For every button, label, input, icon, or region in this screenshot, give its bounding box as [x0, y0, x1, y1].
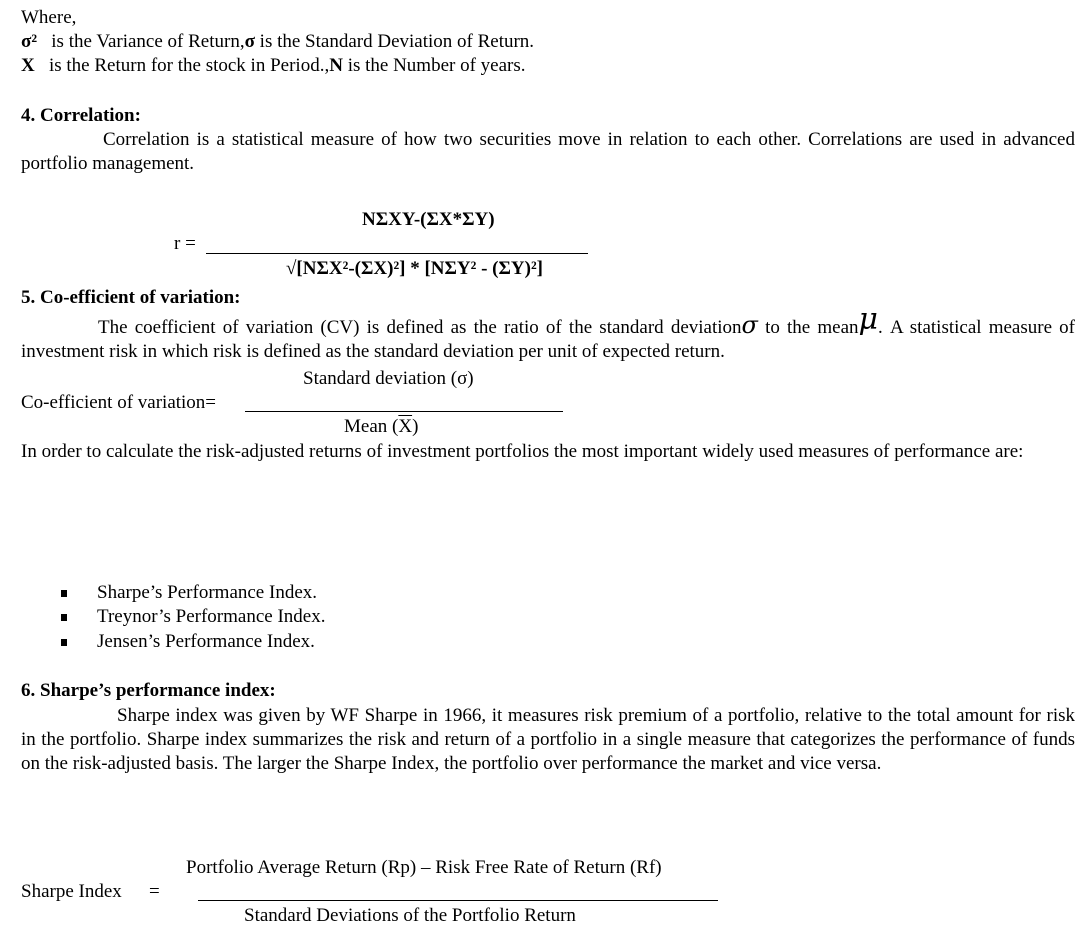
cov-fraction-bar	[245, 411, 563, 412]
n-desc: is the Number of years.	[347, 55, 526, 76]
correlation-paragraph: Correlation is a statistical measure of how two securities move in relation to each other. Correlations are used in advanced portfolio management.	[21, 129, 1075, 174]
sharpe-paragraph: Sharpe index was given by WF Sharpe in 1966, it measures risk premium of a portfolio, relative to the total amount for risk in the portfolio. Sharpe index summarizes the risk and return of a portfolio in a single measure that categorizes the performance of funds on the risk-adjusted basis. The larger the Sharpe Index, the portfolio over performance the market and vice versa.	[21, 705, 1075, 774]
variance-desc: is the Variance of Return,	[51, 31, 245, 52]
cov-para-part3: . A statistical measure of investment risk in which risk is defined as the standard deviation per unit of expected return.	[21, 317, 1076, 362]
cov-para-part2: to the mean	[757, 317, 859, 338]
sharpe-fraction-bar	[198, 900, 718, 901]
sharpe-equals: =	[149, 881, 160, 902]
correlation-r-label: r =	[174, 233, 196, 254]
bullet-icon	[61, 639, 67, 646]
sd-symbol: σ	[244, 31, 255, 52]
cov-para-part1: The coefficient of variation (CV) is defined as the ratio of the standard deviation	[98, 317, 742, 338]
list-item: Jensen’s Performance Index.	[97, 631, 315, 652]
cov-after-paragraph: In order to calculate the risk-adjusted returns of investment portfolios the most important widely used measures of performance are:	[21, 441, 1024, 462]
sd-desc: is the Standard Deviation of Return.	[259, 31, 535, 52]
sigma-symbol: σ	[741, 311, 758, 339]
bullet-icon	[61, 614, 67, 621]
sharpe-denominator: Standard Deviations of the Portfolio Return	[244, 905, 576, 926]
cov-paragraph	[21, 302, 1076, 364]
cov-denominator	[344, 415, 418, 439]
bullet-icon	[61, 590, 67, 597]
cov-numerator: Standard deviation (σ)	[303, 368, 474, 389]
sharpe-heading: 6. Sharpe’s performance index:	[21, 680, 276, 701]
cov-denominator-suffix: )	[412, 416, 419, 437]
where-label: Where,	[21, 7, 77, 28]
correlation-heading: 4. Correlation:	[21, 105, 141, 126]
list-item: Sharpe’s Performance Index.	[97, 582, 318, 603]
list-item: Treynor’s Performance Index.	[97, 606, 326, 627]
variance-symbol: σ²	[21, 31, 38, 52]
where-line-2	[21, 54, 526, 78]
cov-denominator-prefix: Mean (	[344, 416, 399, 437]
sharpe-numerator: Portfolio Average Return (Rp) – Risk Free Rate of Return (Rf)	[186, 857, 662, 878]
return-symbol: X	[21, 55, 35, 76]
mu-symbol: μ	[858, 302, 879, 337]
mean-x-symbol: $\overline{X}$	[398, 416, 413, 437]
cov-label: Co-efficient of variation=	[21, 392, 217, 413]
n-symbol: N	[329, 55, 343, 76]
correlation-denominator: √[NΣX²-(ΣX)²] * [NΣY² - (ΣY)²]	[286, 258, 544, 279]
cov-heading: 5. Co-efficient of variation:	[21, 287, 241, 308]
correlation-fraction-bar	[206, 253, 588, 254]
where-line-1	[21, 30, 534, 54]
correlation-numerator: NΣXY-(ΣX*ΣY)	[362, 209, 495, 230]
sharpe-label: Sharpe Index	[21, 881, 122, 902]
return-desc: is the Return for the stock in Period.,	[48, 55, 330, 76]
